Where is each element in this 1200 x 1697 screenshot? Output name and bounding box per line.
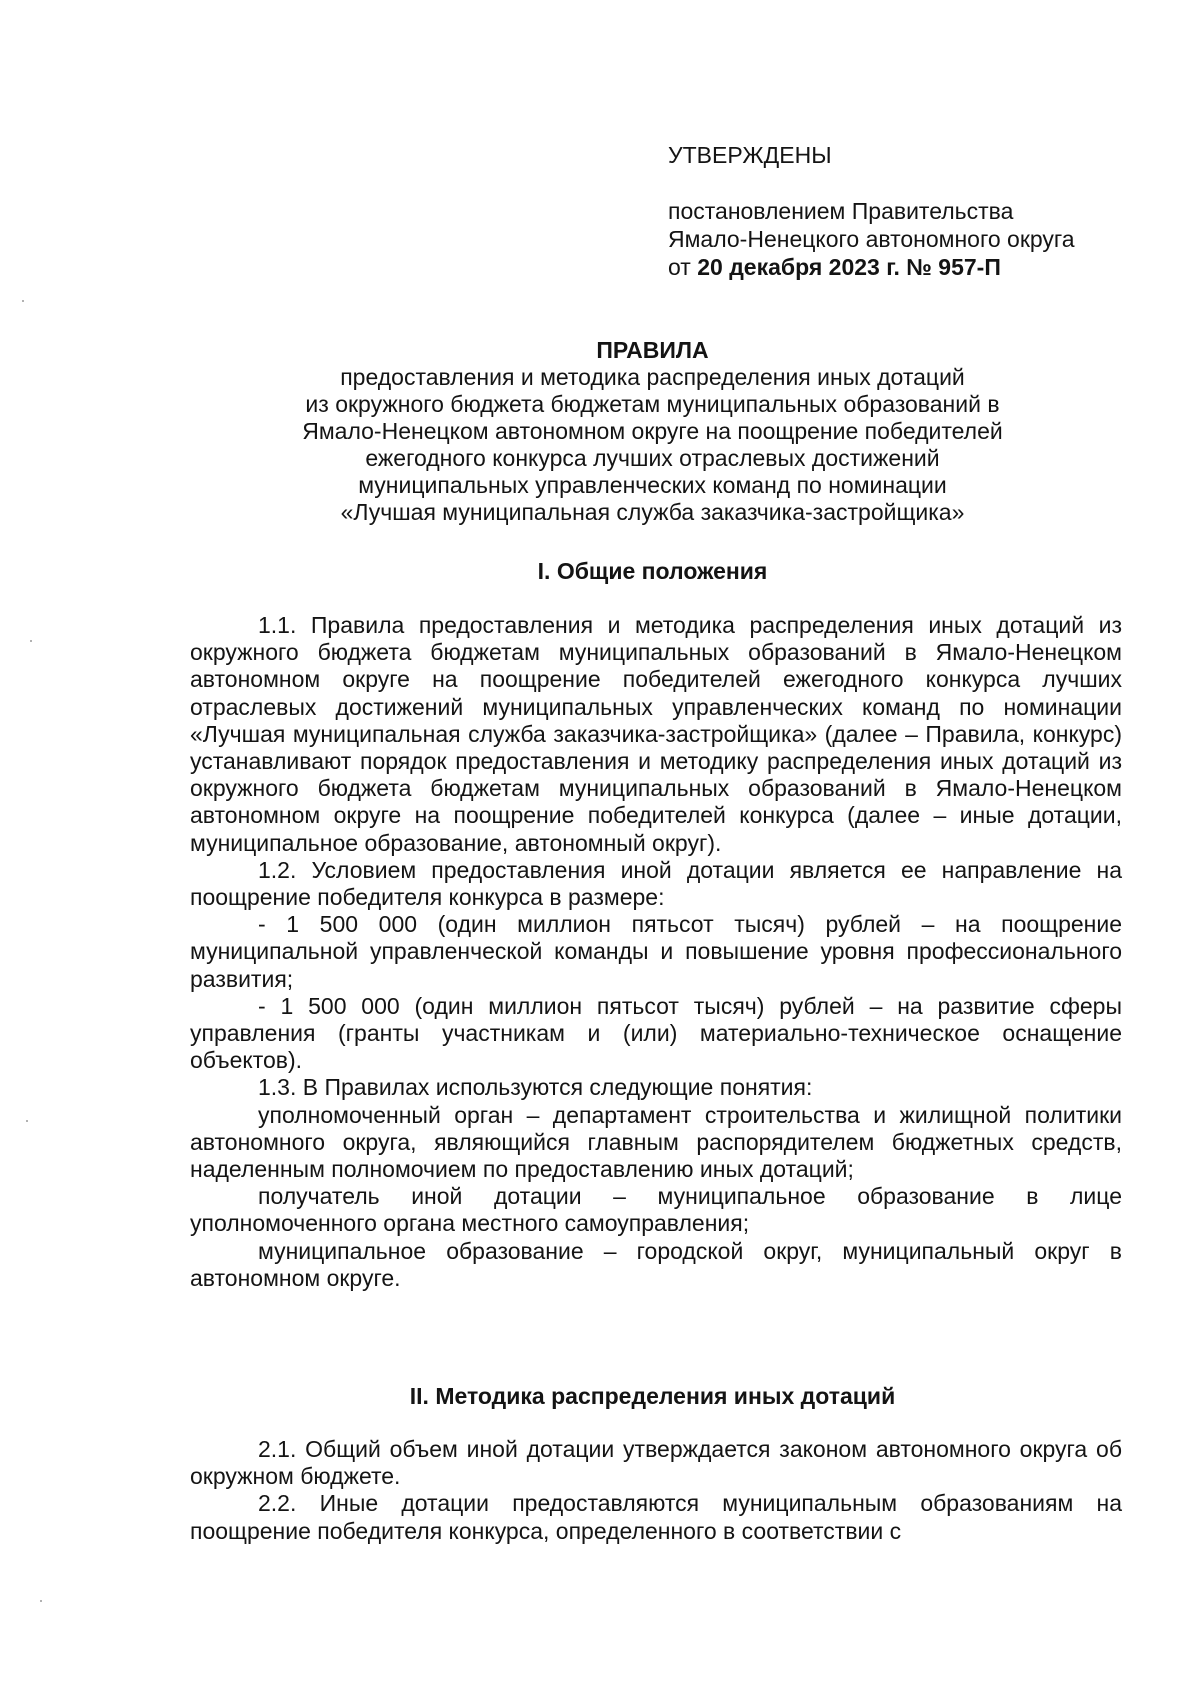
document-title-block xyxy=(190,336,1115,526)
scan-speck xyxy=(40,1600,42,1602)
paragraph: получатель иной дотации – муниципальное образование в лице уполномоченного органа местного самоуправления; xyxy=(190,1183,1122,1237)
title-line: муниципальных управленческих команд по номинации xyxy=(358,472,947,498)
approval-line-1: постановлением Правительства xyxy=(668,198,1014,224)
paragraph: - 1 500 000 (один миллион пятьсот тысяч) рублей – на поощрение муниципальной управленческой команды и повышение уровня профессионального развития; xyxy=(190,911,1122,992)
paragraph: 1.3. В Правилах используются следующие понятия: xyxy=(258,1074,813,1101)
approval-stamp xyxy=(668,141,1138,281)
paragraph: - 1 500 000 (один миллион пятьсот тысяч) рублей – на развитие сферы управления (гранты участникам и (или) материально-техническое оснащение объектов). xyxy=(190,992,1122,1074)
scan-speck xyxy=(30,640,32,642)
paragraph: 2.2. Иные дотации предоставляются муниципальным образованиям на поощрение победителя конкурса, определенного в соответствии с xyxy=(190,1490,1122,1544)
section-1-body xyxy=(190,612,1122,1292)
document-title: ПРАВИЛА xyxy=(596,337,709,363)
title-line: ежегодного конкурса лучших отраслевых достижений xyxy=(365,445,940,471)
approval-stamp-title: УТВЕРЖДЕНЫ xyxy=(668,142,832,168)
scan-speck xyxy=(26,1120,28,1122)
paragraph: 2.1. Общий объем иной дотации утверждается законом автономного округа об окружном бюджете. xyxy=(190,1436,1122,1490)
paragraph: уполномоченный орган – департамент строительства и жилищной политики автономного округа, являющийся главным распорядителем бюджетных средств, наделенным полномочием по предоставлению иных дотаций; xyxy=(190,1101,1122,1183)
section-2-heading: II. Методика распределения иных дотаций xyxy=(409,1383,896,1409)
section-1-heading: I. Общие положения xyxy=(537,558,768,584)
title-line: «Лучшая муниципальная служба заказчика-застройщика» xyxy=(340,499,965,525)
scan-speck xyxy=(22,300,24,302)
approval-date-prefix: от xyxy=(668,254,698,280)
title-line: предоставления и методика распределения иных дотаций xyxy=(340,364,965,390)
approval-date-line xyxy=(668,253,1138,281)
title-line: Ямало-Ненецком автономном округе на поощрение победителей xyxy=(302,418,1003,444)
approval-line-2: Ямало-Ненецкого автономного округа xyxy=(668,226,1075,252)
section-2-body xyxy=(190,1436,1122,1545)
paragraph: 1.2. Условием предоставления иной дотации является ее направление на поощрение победителя конкурса в размере: xyxy=(190,856,1122,911)
paragraph: 1.1. Правила предоставления и методика распределения иных дотаций из окружного бюджета бюджетам муниципальных образований в Ямало-Ненецком автономном округе на поощрение победителей ежегодного конкурса лучших отраслевых достижений муниципальных управленческих команд по номинации «Лучшая муниципальная служба заказчика-застройщика» (далее – Правила, конкурс) устанавливают порядок предоставления и методику распределения иных дотаций из окружного бюджета бюджетам муниципальных образований в Ямало-Ненецком автономном округе на поощрение победителей конкурса (далее – иные дотации, муниципальное образование, автономный округ). xyxy=(190,612,1122,856)
paragraph: муниципальное образование – городской округ, муниципальный округ в автономном округе. xyxy=(190,1237,1122,1291)
title-line: из окружного бюджета бюджетам муниципальных образований в xyxy=(305,391,1000,417)
approval-date: 20 декабря 2023 г. № 957-П xyxy=(697,254,1001,280)
